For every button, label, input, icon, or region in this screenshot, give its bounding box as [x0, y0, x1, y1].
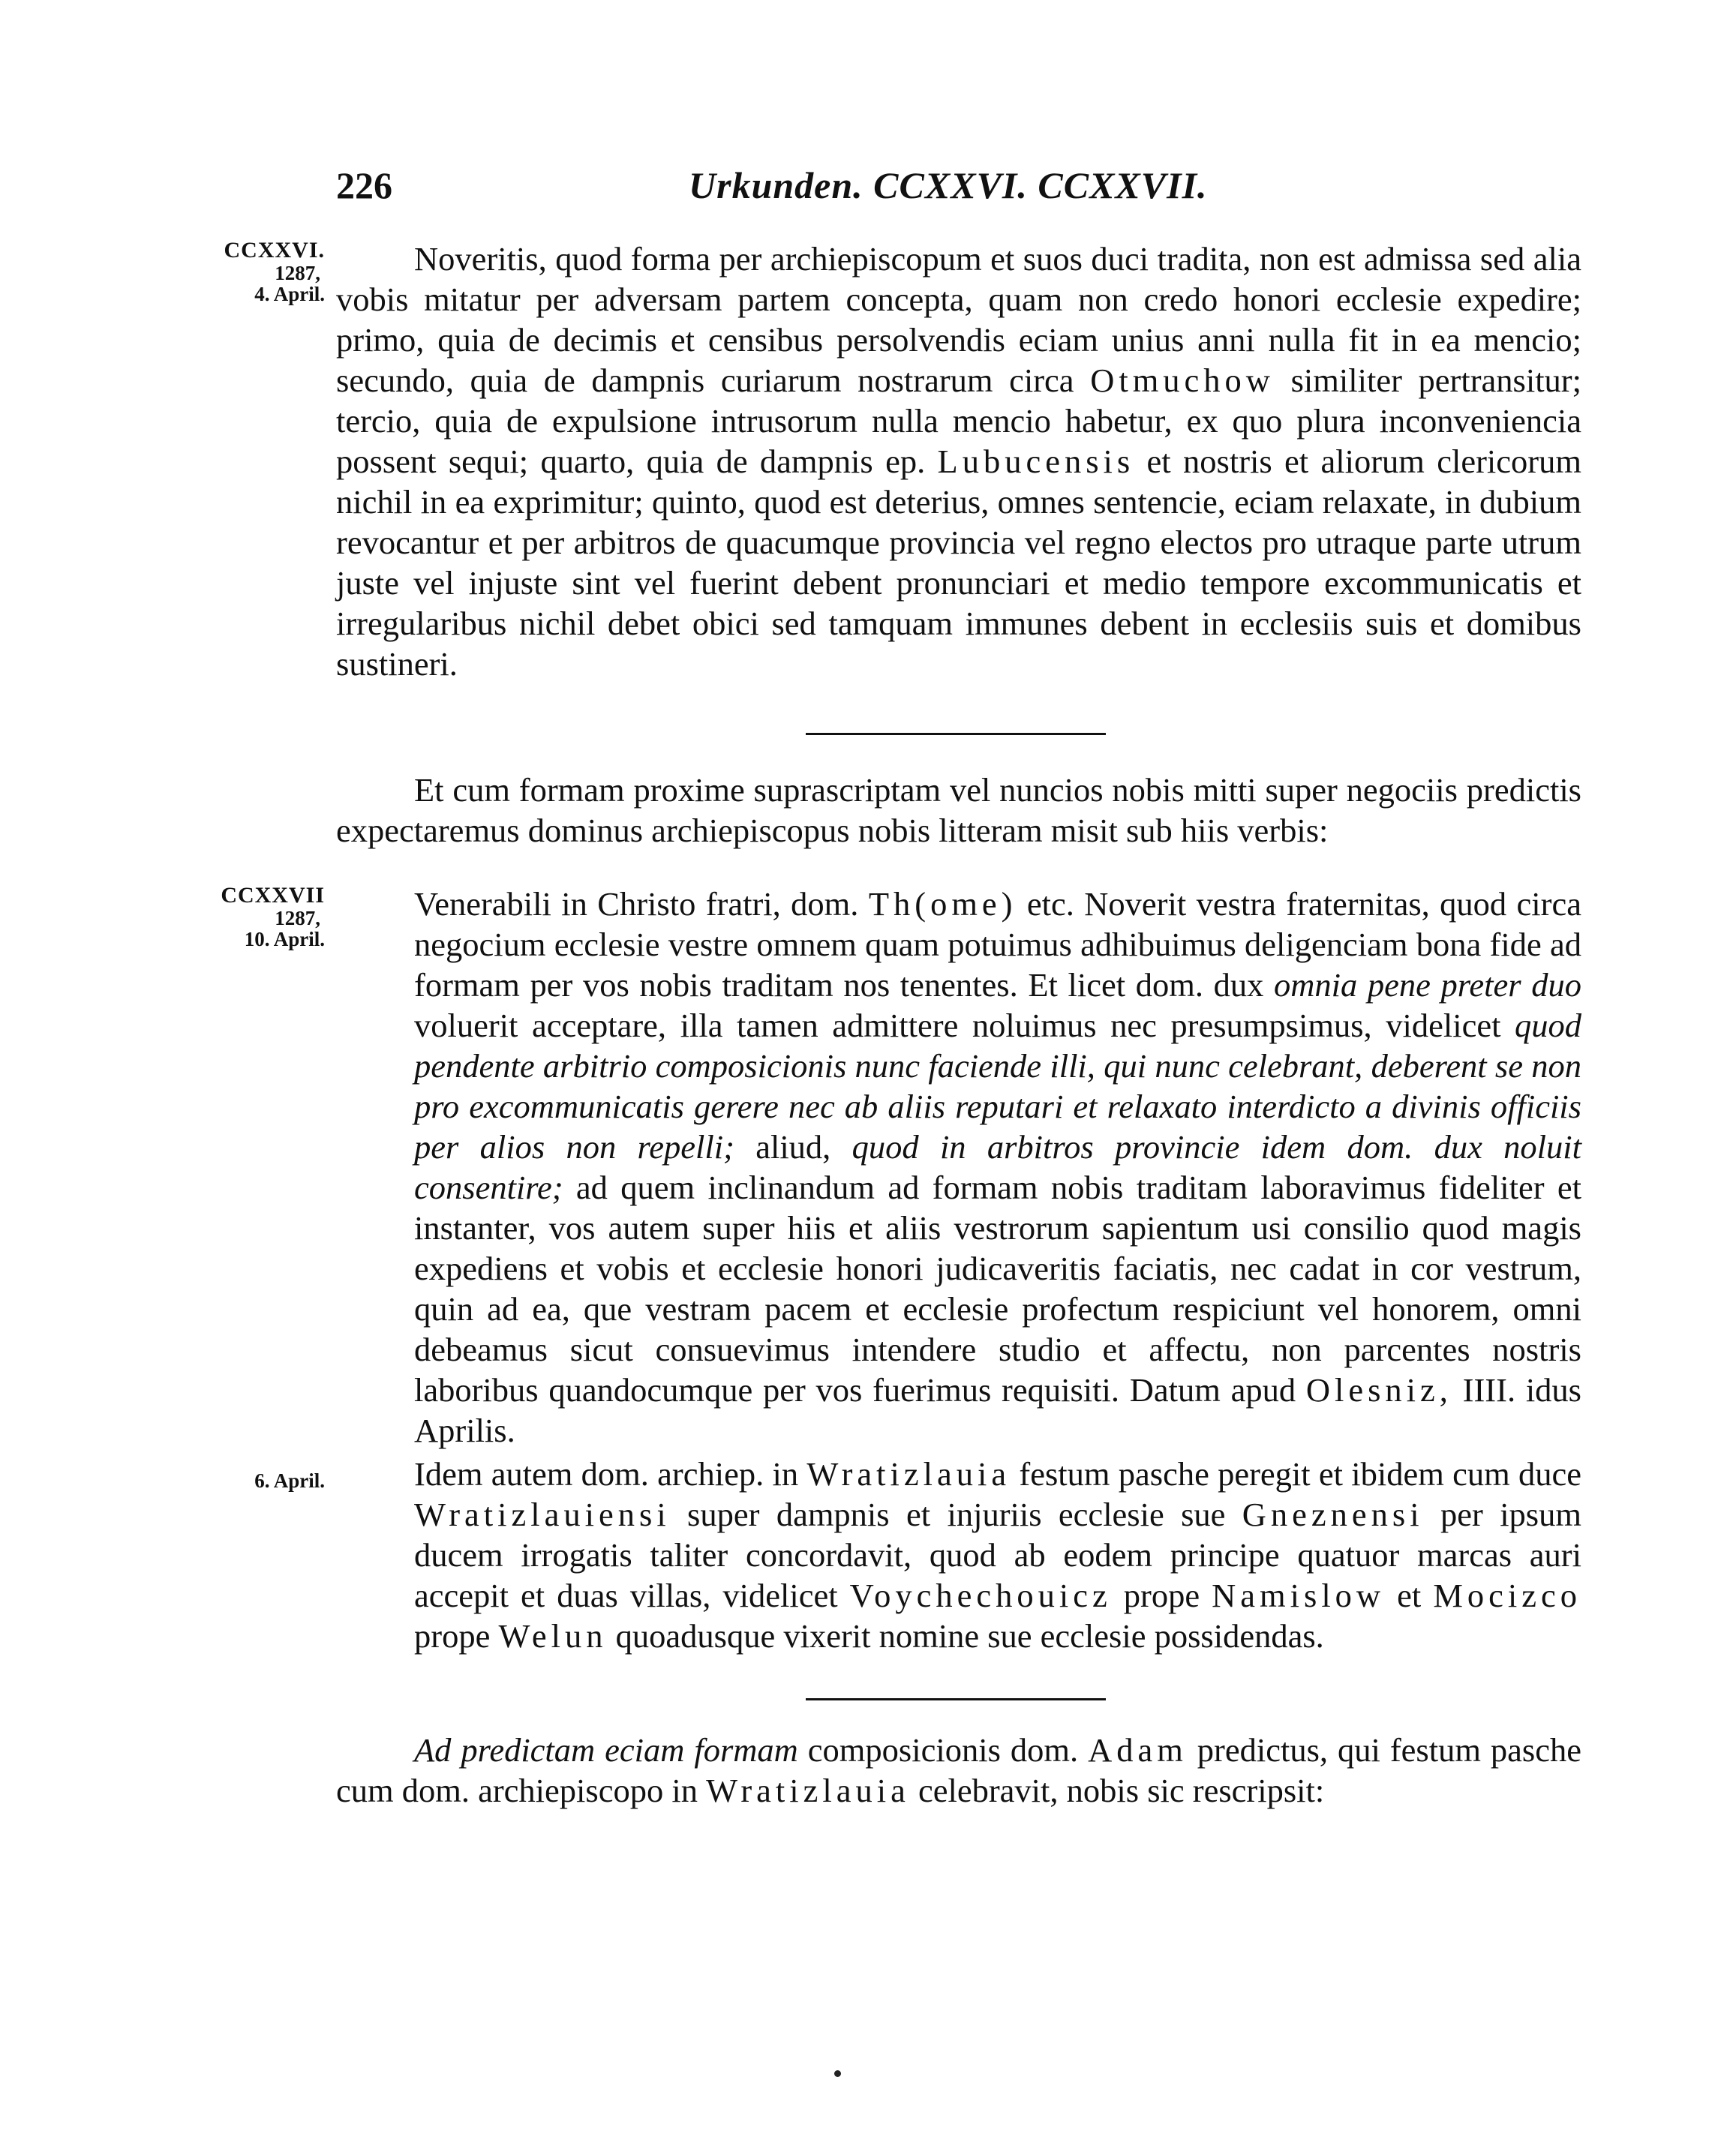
text-run: super dampnis et injuriis ecclesie sue — [670, 1496, 1242, 1533]
page-number: 226 — [336, 164, 392, 206]
paragraph-ad-predictam — [336, 1730, 1581, 1811]
place-name: Wratizlauia — [706, 1772, 910, 1809]
text-run: festum pasche peregit et ibidem cum duce — [1011, 1455, 1581, 1493]
text-run: Venerabili in Christo fratri, dom. — [414, 885, 869, 923]
text-run: prope — [414, 1617, 499, 1655]
place-name: Lubucensis — [937, 443, 1135, 480]
paragraph-venerabili — [336, 884, 1581, 1451]
section-divider — [806, 733, 1106, 735]
text-run: ad quem inclinandum ad formam nobis traditam laboravimus fideliter et instanter, vos autem super hiis et aliis vestrorum sapientum usi consilio quod magis expediens et vobis et ecclesie honori judicaveritis faciatis, nec cadat in cor vestrum, quin ad ea, que vestram pacem et ecclesie profectum respiciunt vel honorem, omni debeamus sicut consuevimus intendere studio et affectu, non parcentes nostris laboribus quandocumque per vos fuerimus requisiti. Datum apud — [414, 1169, 1581, 1409]
italic-quote: quod pendente arbitrio composicionis nunc faciende illi, qui nunc celebrant, deberent se non pro excommunicatis gerere nec ab aliis reputari et relaxato interdicto a divinis officiis per alios non repelli; — [414, 1007, 1581, 1166]
running-title: Urkunden. CCXXVI. CCXXVII. — [689, 164, 1208, 206]
ink-speck — [834, 2070, 841, 2077]
charter-date: 6. April. — [254, 1469, 325, 1492]
person-name: Adam — [1088, 1731, 1188, 1769]
charter-date: 4. April. — [254, 282, 325, 305]
margin-note-april-6 — [194, 1470, 325, 1491]
text-run: quoadusque vixerit nomine sue ecclesie possidendas. — [607, 1617, 1324, 1655]
margin-note-ccxxvi — [194, 239, 325, 305]
paragraph-noveritis — [336, 239, 1581, 684]
charter-date: 10. April. — [244, 927, 325, 950]
text-run: Idem autem dom. archiep. in — [414, 1455, 807, 1493]
text-run: voluerit acceptare, illa tamen admittere noluimus nec presumpsimus, videlicet — [414, 1007, 1515, 1044]
text-run: prope — [1111, 1577, 1212, 1614]
place-name: Gneznensi — [1242, 1496, 1424, 1533]
place-name: Namislow — [1212, 1577, 1386, 1614]
text-run: similiter pertransitur; tercio, quia de expulsione intrusorum nulla mencio habetur, ex quo plura inconveniencia possent sequi; quarto, quia de dampnis ep. — [336, 362, 1581, 480]
charter-number: CCXXVII — [221, 883, 325, 908]
italic-quote: omnia pene preter duo — [1274, 966, 1581, 1004]
text-run: composicionis dom. — [797, 1731, 1089, 1769]
italic-quote: quod in arbitros provincie idem dom. dux noluit consentire; — [414, 1128, 1581, 1206]
page-header — [336, 164, 1581, 209]
place-name: Olesniz, — [1305, 1371, 1452, 1409]
text-run: predictus, qui festum pasche cum dom. archiepiscopo in — [336, 1731, 1581, 1809]
text-run: Noveritis, quod forma per archiepiscopum et suos duci tradita, non est admissa sed alia vobis mitatur per adversam partem concepta, quam non credo honori ecclesie expedire; primo, quia de decimis et censibus persolvendis eciam unius anni nulla fit in ea mencio; secundo, quia de dampnis curiarum nostrarum circa — [336, 240, 1581, 399]
person-name: Th(ome) — [868, 885, 1017, 923]
place-name: Voychechouicz — [849, 1577, 1112, 1614]
margin-note-ccxxvii — [194, 884, 325, 950]
charter-year: 1287, — [275, 261, 320, 284]
charter-year: 1287, — [275, 906, 320, 929]
text-run: per ipsum ducem irrogatis taliter concordavit, quod ab eodem principe quatuor marcas auri accepit et duas villas, videlicet — [414, 1496, 1581, 1614]
text-run: aliud, — [734, 1128, 852, 1166]
text-run: et — [1385, 1577, 1434, 1614]
text-run: Et cum formam proxime suprascriptam vel nuncios nobis mitti super negociis predictis expectaremus dominus archiepiscopus nobis litteram misit sub hiis verbis: — [336, 771, 1581, 849]
place-name: Welun — [498, 1617, 608, 1655]
section-divider — [806, 1698, 1106, 1700]
place-name: Otmuchow — [1090, 362, 1275, 399]
charter-number: CCXXVI. — [224, 238, 325, 263]
text-run: etc. Noverit vestra fraternitas, quod circa negocium ecclesie vestre omnem quam potuimus adhibuimus deligenciam bona fide ad formam per vos nobis traditam nos tenentes. Et licet dom. dux — [414, 885, 1581, 1004]
place-name: Mocizco — [1433, 1577, 1581, 1614]
place-name: Wratizlauiensi — [414, 1496, 671, 1533]
place-name: Wratizlauia — [806, 1455, 1011, 1493]
paragraph-idem-autem — [336, 1454, 1581, 1656]
text-run: et nostris et aliorum clericorum nichil in ea exprimitur; quinto, quod est deterius, omnes sentencie, eciam relaxate, in dubium revocantur et per arbitros de quacumque provincia vel regno electos pro utraque parte utrum juste vel injuste sint vel fuerint debent pronunciari et medio tempore excommunicatis et irregularibus nichil debet obici sed tamquam immunes debent in ecclesiis suis et domibus sustineri. — [336, 443, 1581, 683]
text-run: celebravit, nobis sic rescripsit: — [909, 1772, 1325, 1809]
paragraph-et-cum — [336, 770, 1581, 851]
text-run: IIII. idus Aprilis. — [414, 1371, 1581, 1449]
italic-quote: Ad predictam eciam formam — [414, 1731, 798, 1769]
